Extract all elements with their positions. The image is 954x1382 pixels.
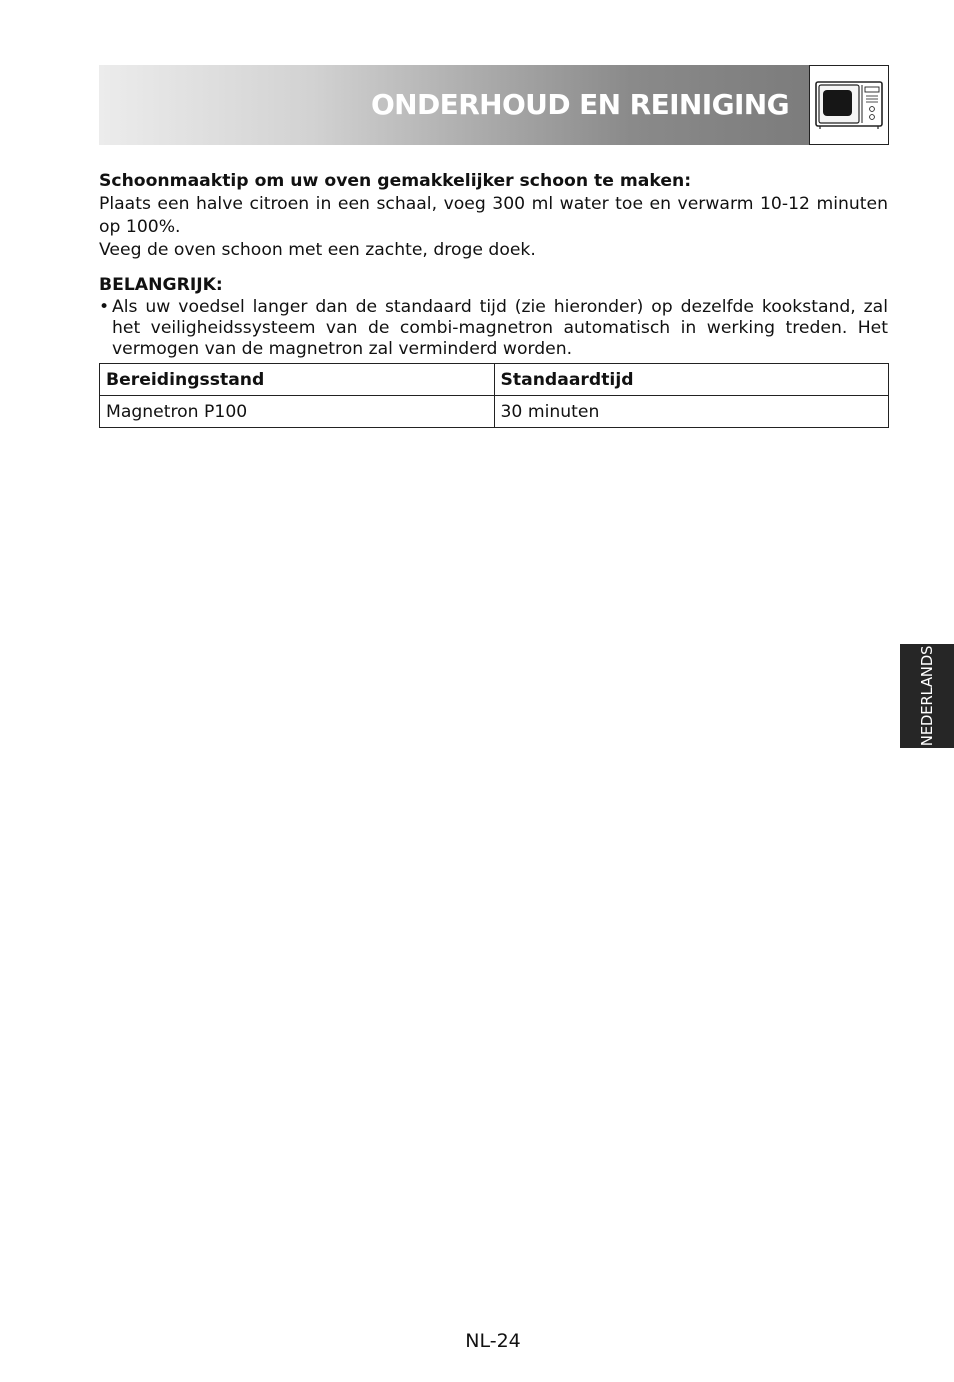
microwave-icon — [809, 65, 889, 145]
tip-paragraph-1: Plaats een halve citroen in een schaal, voeg 300 ml water toe en verwarm 10-12 minuten op 100%. — [99, 194, 888, 237]
table-cell-standard-time: 30 minuten — [494, 396, 889, 428]
header-band — [99, 65, 809, 145]
language-side-tab — [900, 644, 954, 748]
main-content — [99, 170, 888, 360]
bullet-dot: • — [99, 297, 110, 317]
table-header-row — [100, 364, 889, 396]
microwave-icon-graphic — [810, 66, 888, 144]
language-label: NEDERLANDS — [918, 645, 936, 747]
important-bullet-text: Als uw voedsel langer dan de standaard tijd (zie hieronder) op dezelfde kookstand, zal het veiligheidssysteem van de combi-magnetron automatisch in werking treden. Het vermogen van de magnetron zal verminderd worden. — [112, 297, 888, 359]
page-number: NL-24 — [465, 1330, 521, 1352]
standard-time-table — [99, 363, 889, 428]
important-bullet — [99, 297, 888, 360]
tip-paragraph-2: Veeg de oven schoon met een zachte, droge doek. — [99, 240, 536, 260]
table-row — [100, 396, 889, 428]
important-heading: BELANGRIJK: — [99, 275, 223, 295]
table-cell-cooking-mode: Magnetron P100 — [100, 396, 495, 428]
tip-heading: Schoonmaaktip om uw oven gemakkelijker schoon te maken: — [99, 171, 692, 191]
table-header-standard-time: Standaardtijd — [494, 364, 889, 396]
page-title: ONDERHOUD EN REINIGING — [370, 88, 789, 121]
table-header-cooking-mode: Bereidingsstand — [100, 364, 495, 396]
